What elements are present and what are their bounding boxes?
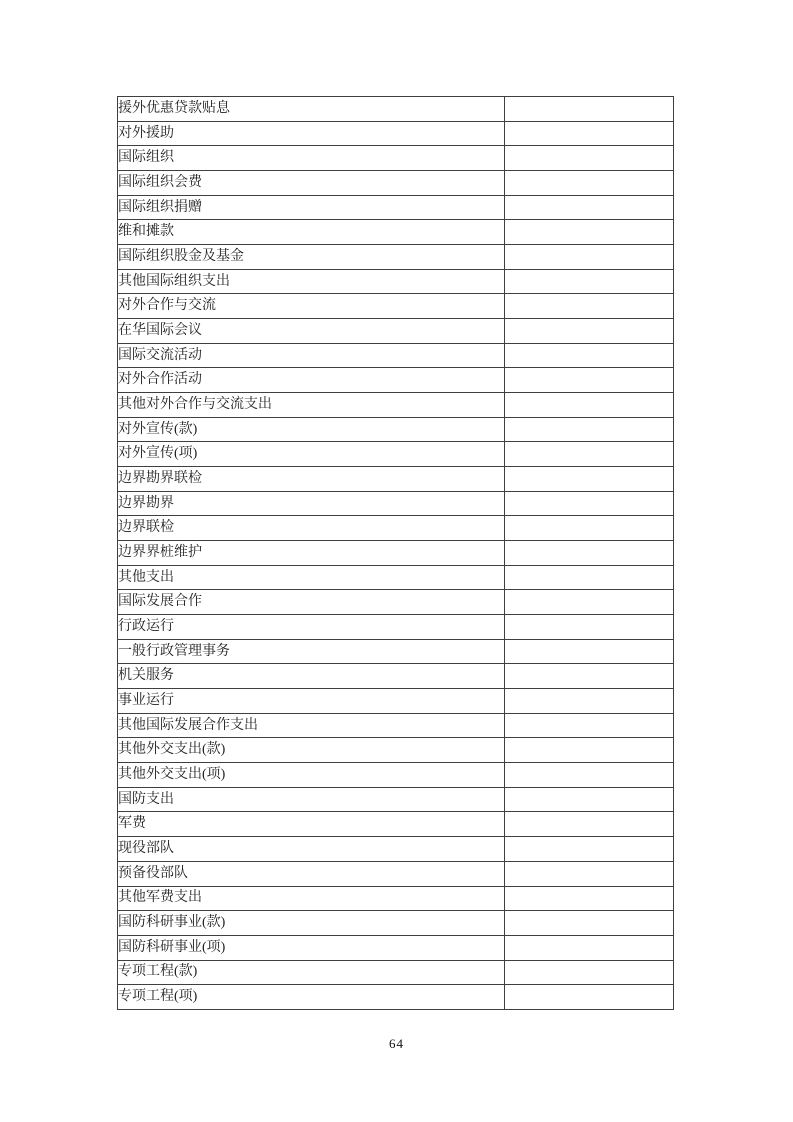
category-label: 国防科研事业(项) [118,935,505,960]
table-row [118,763,674,788]
value-cell [505,171,674,196]
value-cell [505,738,674,763]
value-cell [505,639,674,664]
category-label: 专项工程(款) [118,960,505,985]
value-cell [505,442,674,467]
value-cell [505,491,674,516]
category-label: 边界勘界 [118,491,505,516]
value-cell [505,590,674,615]
value-cell [505,689,674,714]
category-label: 对外援助 [118,121,505,146]
table-row [118,664,674,689]
table-row [118,121,674,146]
category-label: 其他支出 [118,565,505,590]
table-row [118,565,674,590]
table-row [118,615,674,640]
value-cell [505,319,674,344]
table-row [118,171,674,196]
value-cell [505,146,674,171]
table-row [118,294,674,319]
value-cell [505,220,674,245]
table-row [118,467,674,492]
value-cell [505,195,674,220]
value-cell [505,985,674,1010]
category-label: 边界界桩维护 [118,541,505,566]
table-row [118,220,674,245]
category-label: 对外合作活动 [118,368,505,393]
budget-table-body [118,97,674,1010]
value-cell [505,911,674,936]
category-label: 其他对外合作与交流支出 [118,393,505,418]
category-label: 对外宣传(项) [118,442,505,467]
value-cell [505,812,674,837]
value-cell [505,121,674,146]
category-label: 国际发展合作 [118,590,505,615]
value-cell [505,417,674,442]
table-row [118,689,674,714]
page-number: 64 [389,1036,404,1051]
table-row [118,713,674,738]
value-cell [505,269,674,294]
value-cell [505,664,674,689]
category-label: 对外合作与交流 [118,294,505,319]
value-cell [505,960,674,985]
table-row [118,960,674,985]
category-label: 国防科研事业(款) [118,911,505,936]
value-cell [505,565,674,590]
value-cell [505,393,674,418]
value-cell [505,467,674,492]
category-label: 行政运行 [118,615,505,640]
category-label: 国防支出 [118,787,505,812]
table-row [118,319,674,344]
value-cell [505,837,674,862]
category-label: 其他国际发展合作支出 [118,713,505,738]
category-label: 事业运行 [118,689,505,714]
value-cell [505,713,674,738]
category-label: 国际组织股金及基金 [118,245,505,270]
table-row [118,343,674,368]
table-row [118,195,674,220]
table-row [118,935,674,960]
table-row [118,911,674,936]
table-row [118,417,674,442]
value-cell [505,763,674,788]
budget-table [117,96,674,1010]
value-cell [505,294,674,319]
table-row [118,861,674,886]
category-label: 国际组织捐赠 [118,195,505,220]
table-row [118,393,674,418]
table-row [118,886,674,911]
value-cell [505,935,674,960]
value-cell [505,787,674,812]
table-row [118,491,674,516]
value-cell [505,97,674,122]
value-cell [505,886,674,911]
category-label: 其他军费支出 [118,886,505,911]
value-cell [505,245,674,270]
value-cell [505,343,674,368]
table-row [118,738,674,763]
category-label: 援外优惠贷款贴息 [118,97,505,122]
category-label: 国际交流活动 [118,343,505,368]
category-label: 国际组织 [118,146,505,171]
value-cell [505,615,674,640]
category-label: 机关服务 [118,664,505,689]
table-row [118,639,674,664]
category-label: 在华国际会议 [118,319,505,344]
value-cell [505,861,674,886]
value-cell [505,368,674,393]
table-row [118,245,674,270]
category-label: 专项工程(项) [118,985,505,1010]
category-label: 预备役部队 [118,861,505,886]
table-row [118,985,674,1010]
category-label: 国际组织会费 [118,171,505,196]
category-label: 对外宣传(款) [118,417,505,442]
table-row [118,146,674,171]
category-label: 军费 [118,812,505,837]
table-row [118,368,674,393]
table-row [118,837,674,862]
category-label: 其他外交支出(项) [118,763,505,788]
value-cell [505,516,674,541]
table-row [118,812,674,837]
value-cell [505,541,674,566]
category-label: 其他国际组织支出 [118,269,505,294]
category-label: 其他外交支出(款) [118,738,505,763]
category-label: 边界联检 [118,516,505,541]
category-label: 边界勘界联检 [118,467,505,492]
table-row [118,590,674,615]
table-row [118,787,674,812]
table-row [118,516,674,541]
table-row [118,269,674,294]
category-label: 现役部队 [118,837,505,862]
table-row [118,442,674,467]
table-row [118,541,674,566]
category-label: 维和摊款 [118,220,505,245]
category-label: 一般行政管理事务 [118,639,505,664]
table-row [118,97,674,122]
